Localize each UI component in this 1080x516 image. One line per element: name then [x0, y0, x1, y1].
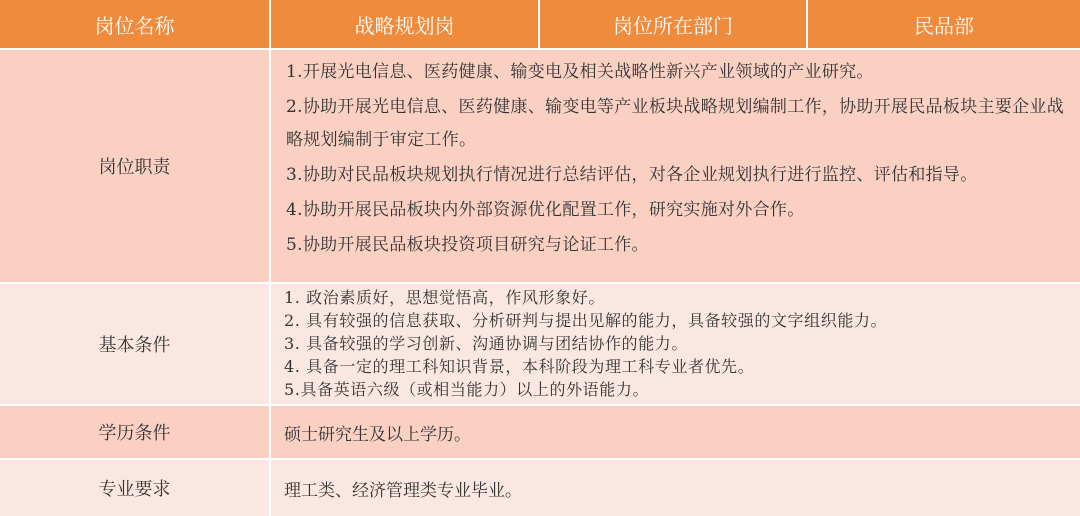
header-position-name-value: 战略规划岗: [271, 0, 538, 48]
conditions-list: [284, 286, 1070, 401]
header-position-name-label: 岗位名称: [0, 0, 269, 48]
row-label: 基本条件: [0, 284, 269, 404]
list-item: 1. 政治素质好，思想觉悟高，作风形象好。: [284, 288, 605, 307]
table-row-responsibilities: [0, 50, 1080, 282]
major-text: 理工类、经济管理类专业毕业。: [284, 480, 522, 501]
row-label: 学历条件: [0, 406, 269, 458]
row-content: [271, 460, 1080, 516]
row-content: [271, 406, 1080, 458]
row-content: [271, 50, 1080, 282]
table-header: [0, 0, 1080, 48]
header-department-value: 民品部: [808, 0, 1080, 48]
list-item: 3.协助对民品板块规划执行情况进行总结评估，对各企业规划执行进行监控、评估和指导。: [286, 165, 978, 185]
row-label: 岗位职责: [0, 50, 269, 282]
list-item: 5.具备英语六级（或相当能力）以上的外语能力。: [284, 380, 650, 399]
table-row-major: [0, 460, 1080, 516]
list-item: 1.开展光电信息、医药健康、输变电及相关战略性新兴产业领域的产业研究。: [286, 62, 874, 82]
list-item: 4.协助开展民品板块内外部资源优化配置工作，研究实施对外合作。: [286, 200, 805, 220]
table-row-basic-conditions: [0, 284, 1080, 404]
responsibilities-list: [286, 56, 1070, 264]
list-item: 5.协助开展民品板块投资项目研究与论证工作。: [286, 235, 649, 255]
list-item: 4. 具备一定的理工科知识背景，本科阶段为理工科专业者优先。: [284, 357, 755, 376]
list-item: 3. 具备较强的学习创新、沟通协调与团结协作的能力。: [284, 334, 688, 353]
row-content: [271, 284, 1080, 404]
table-row-education: [0, 406, 1080, 458]
education-text: 硕士研究生及以上学历。: [284, 424, 471, 445]
row-label: 专业要求: [0, 460, 269, 516]
list-item: 2. 具有较强的信息获取、分析研判与提出见解的能力，具备较强的文字组织能力。: [284, 311, 888, 330]
list-item: 2.协助开展光电信息、医药健康、输变电等产业板块战略规划编制工作，协助开展民品板块主要企业战略规划编制于审定工作。: [286, 97, 1065, 150]
header-department-label: 岗位所在部门: [540, 0, 806, 48]
